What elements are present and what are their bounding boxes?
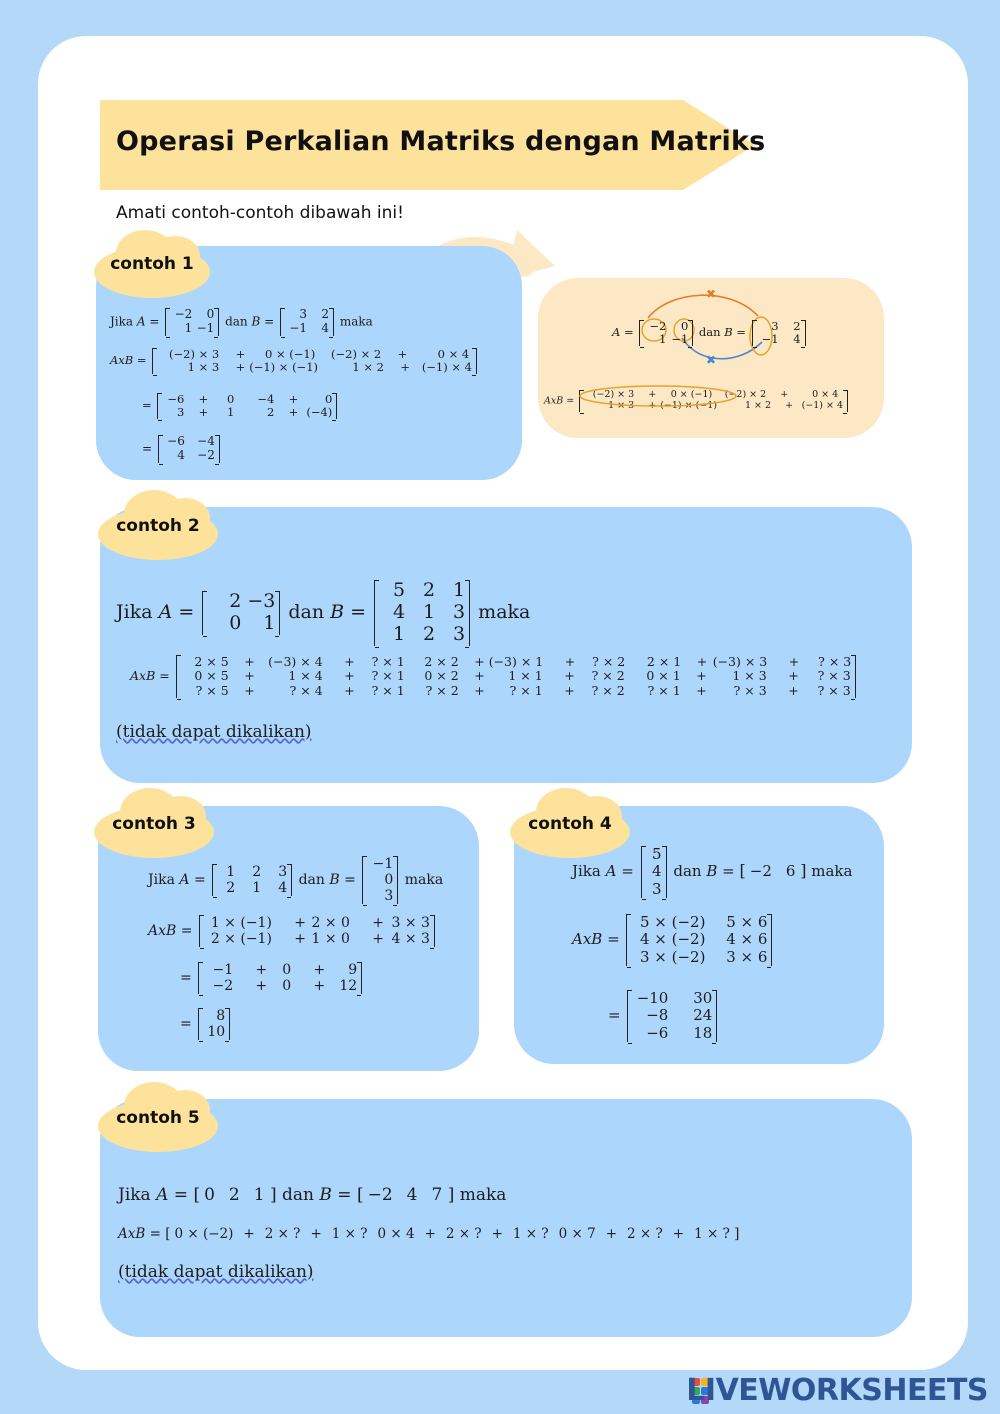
matrix-cell: 0 × 4 <box>437 347 470 361</box>
matrix-cell: 1 × ? <box>512 1226 549 1242</box>
matrix-cell: −1 <box>212 962 234 978</box>
example-1-result: = −6 −4 4 −2 <box>142 435 222 463</box>
matrix-cell: (−2) × 2 <box>331 347 382 361</box>
matrix-cell: 2 <box>228 1185 240 1205</box>
matrix-cell: −1 <box>196 320 215 335</box>
matrix-cell: 1 <box>253 1185 265 1205</box>
example-4-label: contoh 4 <box>506 788 634 866</box>
matrix-cell: 9 <box>348 962 358 978</box>
matrix-cell: 2 <box>226 880 236 897</box>
matrix-cell: 3 × (−2) <box>639 947 706 966</box>
matrix-cell: (−4) <box>306 405 333 420</box>
matrix-cell: 2 × ? <box>264 1226 301 1242</box>
matrix-cell: ? × 1 <box>371 654 405 669</box>
matrix-a <box>165 308 219 336</box>
matrix-cell: 30 <box>693 989 713 1007</box>
example-3-definition: Jika A = 1 2 3 2 1 4 dan B = −1 0 3 maka <box>148 856 444 905</box>
matrix-cell: (−2) × 3 <box>169 347 220 361</box>
matrix-cell: 1 × 3 <box>608 399 635 411</box>
matrix-cell: 12 <box>339 978 358 995</box>
matrix-cell: 1 × 1 <box>508 668 543 684</box>
matrix-cell: 2 × 2 <box>424 654 459 669</box>
result-matrix <box>158 435 220 463</box>
matrix-cell: 1 <box>658 332 667 347</box>
matrix-cell: + <box>474 654 485 669</box>
matrix-cell: 2 × (−1) <box>210 931 272 948</box>
matrix-cell: 5 × (−2) <box>639 913 706 931</box>
matrix-cell: 0 × (−1) <box>670 389 713 400</box>
result-matrix <box>198 1008 230 1040</box>
example-4-definition: Jika A = 5 4 3 dan B = [ −2 6 ] maka <box>572 845 853 898</box>
matrix-cell: 3 <box>652 879 662 898</box>
example-4-result: = −10 30 −8 24 −6 18 <box>608 990 719 1042</box>
matrix-b <box>752 320 806 346</box>
matrix-cell: −3 <box>247 589 276 612</box>
matrix-cell: −10 <box>636 989 669 1007</box>
matrix-cell: 2 <box>229 589 242 612</box>
matrix-cell: (−1) × (−1) <box>660 399 718 411</box>
matrix-cell: ? × 3 <box>817 668 851 684</box>
matrix-cell: (−3) × 3 <box>712 654 768 669</box>
matrix-cell: 1 <box>393 622 406 645</box>
matrix-cell: 1 <box>226 864 236 881</box>
matrix-cell: 1 <box>423 600 436 623</box>
matrix-cell: 2 × 5 <box>194 654 229 669</box>
matrix-cell: + <box>491 1226 503 1242</box>
example-1-definition: Jika A = −2 0 1 −1 dan B = 3 2 −1 4 maka <box>110 307 373 335</box>
matrix-cell: ? × 4 <box>289 682 323 698</box>
matrix-cell: 0 <box>282 962 292 978</box>
matrix-cell: + <box>372 915 384 931</box>
matrix-cell: + <box>244 668 255 684</box>
matrix-cell: 1 <box>453 579 466 601</box>
matrix-cell: 1 × (−1) <box>210 915 272 931</box>
matrix-cell: + <box>788 682 799 698</box>
matrix-cell: + <box>564 682 575 698</box>
matrix-cell: + <box>788 668 799 684</box>
matrix-cell: 4 <box>406 1185 418 1205</box>
matrix-cell: 1 × ? <box>694 1226 730 1242</box>
matrix-cell: (−1) × (−1) <box>249 360 319 375</box>
matrix-cell: ? × 2 <box>591 682 625 698</box>
matrix-cell: 4 × 6 <box>726 930 768 949</box>
matrix-cell: 5 × 6 <box>726 913 768 931</box>
matrix-cell: (−1) × 4 <box>801 399 844 411</box>
matrix-cell: ? × 1 <box>371 682 405 698</box>
example-1-explanation-definition: A = −2 0 1 −1 dan B = 3 2 −1 4 <box>612 320 808 346</box>
matrix-cell: + <box>780 389 789 400</box>
matrix-cell: ? × 3 <box>818 654 852 669</box>
example-5-label: contoh 5 <box>94 1082 222 1160</box>
matrix-cell: 1 <box>184 320 193 335</box>
matrix-cell: 0 × (−1) <box>265 347 316 361</box>
matrix-cell: 3 <box>453 622 466 645</box>
matrix-b <box>280 308 334 336</box>
matrix-cell: 3 × 6 <box>726 947 768 966</box>
matrix-a <box>639 320 693 346</box>
example-2-conclusion: (tidak dapat dikalikan) <box>116 722 312 742</box>
matrix-cell: ? × 3 <box>733 682 767 698</box>
matrix-cell: + <box>288 392 299 406</box>
matrix-cell: + <box>424 1226 436 1242</box>
matrix-a <box>202 591 280 635</box>
matrix-cell: 2 <box>423 622 436 645</box>
matrix-cell: + <box>785 399 794 411</box>
matrix-a <box>212 864 292 896</box>
matrix-cell: + <box>198 392 209 406</box>
svg-text:✖: ✖ <box>706 287 717 301</box>
example-3-label: contoh 3 <box>90 788 218 866</box>
matrix-cell: −6 <box>167 434 185 448</box>
matrix-cell: 0 <box>324 392 333 406</box>
matrix-cell: −1 <box>761 332 779 347</box>
step-matrix <box>198 962 362 994</box>
matrix-cell: 1 <box>252 880 262 897</box>
example-5-product: AxB = [ 0 × (−2) + 2 × ? + 1 × ? 0 × 4 + 2 × ? + 1 × ? 0 × 7 + 2 × ? + 1 × ? ] <box>118 1226 740 1242</box>
matrix-cell: 1 <box>263 611 276 634</box>
matrix-cell: 4 <box>393 600 406 623</box>
page-title: Operasi Perkalian Matriks dengan Matriks <box>116 126 766 157</box>
matrix-cell: + <box>474 668 485 684</box>
matrix-cell: −1 <box>671 332 689 347</box>
matrix-cell: (−3) × 1 <box>488 654 544 669</box>
example-1-step: = −6 + 0 −4 + 0 3 + 1 2 + (−4) <box>142 393 339 419</box>
matrix-cell: 3 <box>453 600 466 623</box>
matrix-cell: −4 <box>257 392 275 406</box>
liveworksheets-watermark: LIVEWORKSHEETS <box>686 1373 988 1408</box>
product-matrix <box>152 348 477 374</box>
matrix-cell: + <box>294 931 306 948</box>
matrix-cell: + <box>310 1226 322 1242</box>
matrix-cell: (−1) × 4 <box>421 360 473 375</box>
matrix-cell: + <box>313 978 326 995</box>
matrix-cell: 0 <box>680 319 689 333</box>
matrix-cell: 0 <box>226 392 235 406</box>
matrix-cell: + <box>255 978 268 995</box>
matrix-cell: + <box>344 654 355 669</box>
matrix-cell: −4 <box>197 434 215 448</box>
matrix-cell: 2 <box>423 579 436 601</box>
matrix-cell: + <box>696 682 707 698</box>
matrix-cell: (−3) × 4 <box>268 654 323 669</box>
matrix-cell: 10 <box>207 1024 226 1041</box>
svg-text:✖: ✖ <box>706 353 717 366</box>
example-2-label: contoh 2 <box>94 490 222 568</box>
matrix-cell: −2 <box>174 307 193 321</box>
matrix-cell: 4 <box>321 320 330 335</box>
matrix-cell: 2 × ? <box>627 1226 663 1242</box>
matrix-cell: −2 <box>197 447 215 462</box>
matrix-cell: 4 <box>278 880 288 897</box>
matrix-cell: (−2) × 2 <box>724 389 767 400</box>
matrix-cell: + <box>672 1226 685 1242</box>
matrix-cell: 2 <box>793 319 801 333</box>
matrix-cell: 2 × ? <box>445 1226 482 1242</box>
example-2-definition: Jika A = 2 −3 0 1 dan B = 5 2 1 4 1 3 1 2 3 maka <box>116 579 531 645</box>
matrix-cell: + <box>400 360 411 375</box>
matrix-cell: −2 <box>749 861 772 880</box>
matrix-cell: + <box>648 399 657 411</box>
matrix-cell: 1 × 3 <box>187 360 220 375</box>
matrix-cell: 1 × 4 <box>288 668 323 684</box>
matrix-cell: −2 <box>367 1185 393 1205</box>
matrix-cell: ? × 1 <box>647 682 681 698</box>
matrix-cell: ? × 5 <box>195 682 229 698</box>
matrix-cell: 3 × 3 <box>391 915 430 931</box>
product-matrix <box>199 915 435 947</box>
matrix-cell: ? × 3 <box>817 682 851 698</box>
matrix-b <box>374 580 470 646</box>
matrix-cell: 5 <box>393 579 406 601</box>
matrix-b <box>362 856 398 904</box>
matrix-cell: ? × 1 <box>371 668 405 684</box>
example-1-product: AxB = (−2) × 3 + 0 × (−1) (−2) × 2 + 0 × 4 1 × 3 + (−1) × (−1) 1 × 2 + (−1) × 4 <box>110 348 479 374</box>
matrix-cell: −8 <box>646 1006 669 1025</box>
matrix-cell: + <box>696 654 708 669</box>
highlight-row-ellipse <box>578 384 738 410</box>
matrix-cell: 0 × 5 <box>194 668 229 684</box>
matrix-cell: 3 <box>771 319 779 333</box>
matrix-cell: + <box>648 389 657 400</box>
matrix-cell: 0 <box>206 307 215 321</box>
example-4-product: AxB = 5 × (−2) 5 × 6 4 × (−2) 4 × 6 3 × (−2) 3 × 6 <box>572 914 774 966</box>
matrix-cell: 1 × 2 <box>744 399 772 411</box>
matrix-cell: 2 × 1 <box>646 654 682 669</box>
product-matrix <box>176 655 857 698</box>
matrix-cell: 3 <box>299 307 308 321</box>
matrix-cell: 7 <box>431 1185 443 1205</box>
matrix-cell: 4 <box>652 862 662 881</box>
matrix-cell: 1 × 2 <box>352 360 385 375</box>
matrix-cell: −2 <box>649 319 667 333</box>
matrix-cell: ? × 2 <box>592 654 626 669</box>
matrix-cell: 1 × 3 <box>732 668 767 684</box>
matrix-cell: 0 <box>384 872 394 889</box>
matrix-cell: + <box>372 931 384 948</box>
matrix-cell: + <box>696 668 707 684</box>
matrix-cell: 0 <box>282 978 292 995</box>
matrix-cell: ? × 2 <box>425 682 459 698</box>
matrix-cell: 3 <box>176 405 185 420</box>
matrix-cell: + <box>564 668 575 684</box>
matrix-cell: 6 <box>785 861 796 880</box>
matrix-cell: 2 × 0 <box>311 915 350 931</box>
matrix-cell: + <box>344 682 355 698</box>
product-matrix <box>626 914 772 966</box>
matrix-cell: + <box>244 654 255 669</box>
matrix-cell: 5 <box>652 845 662 863</box>
example-3-product: AxB = 1 × (−1) + 2 × 0 + 3 × 3 2 × (−1) + 1 × 0 + 4 × 3 <box>148 915 437 947</box>
matrix-cell: + <box>244 682 255 698</box>
matrix-cell: −6 <box>646 1023 669 1042</box>
matrix-cell: 4 × (−2) <box>639 930 706 949</box>
result-matrix <box>627 990 717 1042</box>
matrix-cell: 0 × (−2) <box>174 1226 234 1242</box>
matrix-cell: 2 <box>252 864 262 881</box>
matrix-cell: 3 <box>278 864 288 881</box>
matrix-cell: + <box>313 962 326 978</box>
matrix-cell: + <box>255 962 268 978</box>
example-1-label: contoh 1 <box>88 228 216 306</box>
matrix-cell: 1 × 0 <box>311 931 350 948</box>
matrix-cell: 3 <box>384 888 394 905</box>
matrix-cell: 2 <box>321 307 330 321</box>
matrix-cell: + <box>294 915 306 931</box>
matrix-cell: ? × 1 <box>509 682 543 698</box>
matrix-cell: + <box>235 360 246 375</box>
matrix-cell: + <box>344 668 355 684</box>
matrix-cell: + <box>397 347 408 361</box>
matrix-cell: 2 <box>266 405 275 420</box>
matrix-cell: 0 × 4 <box>377 1226 415 1242</box>
matrix-cell: 0 <box>229 611 242 634</box>
example-3-step: = −1 + 0 + 9 −2 + 0 + 12 <box>180 962 364 994</box>
example-3-result: = 8 10 <box>180 1008 232 1040</box>
matrix-cell: + <box>243 1226 255 1242</box>
example-2-product: AxB = 2 × 5 + (−3) × 4 + ? × 1 2 × 2 + (−3) × 1 + ? × 2 2 × 1 + (−3) × 3 + ? × 3 0 × 5 + 1 × 4 + ? × 1 0 × 2 + 1 × 1 + ? × 2 0 × 1 + 1 × 3 + ? × 3 ? × 5 + ? × 4 + ? × 1 ? × 2 + ? × 1 + ? × 2 ? × 1 + ? × 3 + ? × 3 <box>130 655 858 698</box>
matrix-cell: 8 <box>216 1008 226 1024</box>
matrix-cell: 0 × 2 <box>424 668 459 684</box>
matrix-cell: 1 × ? <box>331 1226 368 1242</box>
matrix-cell: −2 <box>212 978 234 995</box>
example-1-explanation-product: AxB = (−2) × 3 + 0 × (−1) (−2) × 2 + 0 × 4 1 × 3 + (−1) × (−1) 1 × 2 + (−1) × 4 <box>544 390 850 412</box>
matrix-cell: 24 <box>693 1006 713 1025</box>
matrix-cell: + <box>235 347 246 361</box>
matrix-cell: + <box>288 405 299 420</box>
matrix-cell: + <box>474 682 485 698</box>
example-5-definition: Jika A = [ 0 2 1 ] dan B = [ −2 4 7 ] maka <box>118 1185 507 1205</box>
matrix-cell: 1 <box>226 405 235 420</box>
matrix-cell: 0 × 1 <box>646 668 681 684</box>
matrix-cell: 4 × 3 <box>391 931 430 948</box>
step-matrix <box>157 393 337 419</box>
matrix-cell: 4 <box>793 332 801 347</box>
matrix-cell: 0 × 7 <box>558 1226 596 1242</box>
matrix-cell: −1 <box>289 320 308 335</box>
matrix-a <box>641 846 667 898</box>
instruction-text: Amati contoh-contoh dibawah ini! <box>116 203 404 223</box>
matrix-cell: 0 × 4 <box>812 389 839 400</box>
example-5-conclusion: (tidak dapat dikalikan) <box>118 1262 314 1282</box>
matrix-cell: −6 <box>167 392 185 406</box>
matrix-cell: + <box>605 1226 618 1242</box>
matrix-cell: 4 <box>177 447 185 462</box>
matrix-cell: 0 <box>204 1185 215 1205</box>
matrix-cell: −1 <box>372 856 394 872</box>
matrix-cell: + <box>788 654 800 669</box>
matrix-cell: + <box>198 405 209 420</box>
matrix-cell: ? × 2 <box>591 668 625 684</box>
matrix-cell: (−2) × 3 <box>592 389 635 400</box>
matrix-cell: 18 <box>693 1023 713 1042</box>
matrix-cell: + <box>564 654 576 669</box>
